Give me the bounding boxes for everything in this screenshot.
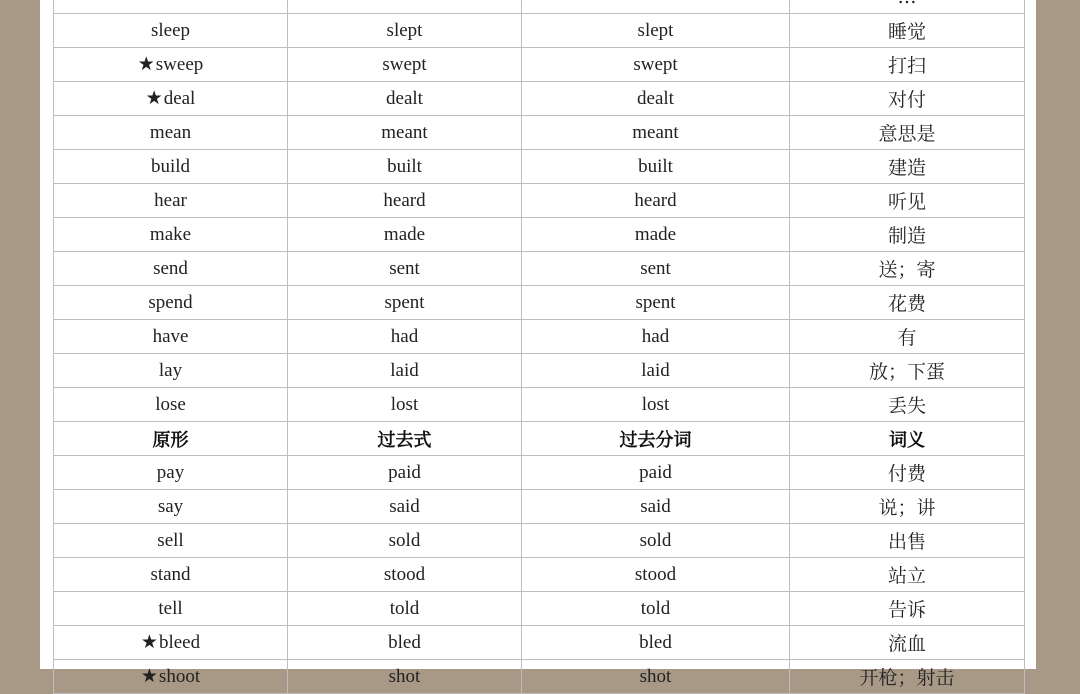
table-row [54, 354, 1025, 388]
cell-past-participle-text: made [634, 223, 677, 245]
cell-past-tense-text: built [387, 155, 422, 177]
cell-past-participle [522, 14, 790, 48]
cell-past-tense [288, 422, 522, 456]
cell-meaning-text: 丢失 [887, 395, 926, 417]
cell-meaning-text: 花费 [887, 293, 926, 315]
cell-base-form [54, 218, 288, 252]
cell-past-tense [288, 558, 522, 592]
cell-past-participle [522, 116, 790, 150]
table-row [54, 252, 1025, 286]
cell-base-form-text: stand [150, 563, 191, 585]
cell-base-form [54, 184, 288, 218]
cell-past-tense-text: shot [388, 665, 421, 687]
cell-base-form-text: sleep [150, 19, 191, 41]
cell-past-tense [288, 116, 522, 150]
cell-meaning-text [898, 0, 917, 8]
cell-past-participle [522, 626, 790, 660]
cell-past-participle-text: heard [634, 189, 677, 211]
cell-past-tense [288, 150, 522, 184]
table-row [54, 592, 1025, 626]
irregular-verbs-table [53, 0, 1025, 694]
cell-meaning [790, 320, 1025, 354]
cell-past-tense [288, 660, 522, 694]
cell-meaning [790, 252, 1025, 286]
cell-meaning-text: 说；讲 [878, 497, 936, 519]
table-row [54, 184, 1025, 218]
cell-meaning-text: 流血 [887, 633, 926, 655]
table-header-row [54, 422, 1025, 456]
cell-base-form [54, 82, 288, 116]
cell-past-participle [522, 490, 790, 524]
cell-past-participle-text: slept [637, 19, 674, 41]
cell-base-form-text: shoot [158, 666, 201, 687]
star-icon: ★ [137, 54, 155, 75]
cell-past-tense [288, 592, 522, 626]
cell-past-tense-text: told [389, 597, 420, 619]
cell-past-tense-text: had [390, 325, 419, 347]
table-row [54, 82, 1025, 116]
cell-past-tense-text: made [383, 223, 426, 245]
cell-past-participle-text: sold [639, 529, 672, 551]
cell-base-form-text: lose [155, 393, 186, 415]
cell-base-form [54, 422, 288, 456]
cell-past-tense [288, 48, 522, 82]
cell-base-form-text: pay [156, 461, 185, 483]
cell-meaning [790, 422, 1025, 456]
cell-past-tense-text: spent [384, 291, 425, 313]
cell-past-participle [522, 660, 790, 694]
cell-past-participle [522, 558, 790, 592]
cell-base-form [54, 388, 288, 422]
cell-base-form-text: lay [158, 359, 183, 381]
cell-base-form-text: spend [148, 291, 193, 313]
cell-past-tense-text: meant [381, 121, 428, 143]
star-icon: ★ [145, 88, 163, 109]
cell-meaning-text: 听见 [887, 191, 926, 213]
cell-meaning [790, 286, 1025, 320]
cell-base-form [54, 524, 288, 558]
cell-past-participle [522, 354, 790, 388]
cell-base-form [54, 252, 288, 286]
cell-past-participle [522, 48, 790, 82]
cell-past-participle-text: told [640, 597, 671, 619]
cell-meaning [790, 490, 1025, 524]
cell-past-participle [522, 0, 790, 14]
cell-base-form-text: say [157, 495, 184, 517]
cell-base-form [54, 116, 288, 150]
cell-past-tense [288, 320, 522, 354]
table-row [54, 388, 1025, 422]
cell-past-participle [522, 422, 790, 456]
cell-meaning-text: 有 [897, 327, 917, 349]
cell-past-participle-text: shot [639, 665, 672, 687]
cell-meaning-text: 告诉 [887, 599, 926, 621]
cell-meaning-text: 制造 [887, 225, 926, 247]
cell-meaning-text: 开枪；射击 [859, 667, 955, 689]
cell-base-form-text: send [153, 257, 188, 279]
cell-past-tense [288, 524, 522, 558]
table-row [54, 286, 1025, 320]
cell-base-form-text: build [150, 155, 191, 177]
cell-base-form [54, 320, 288, 354]
cell-base-form [54, 490, 288, 524]
cell-base-form-text: tell [158, 597, 183, 619]
cell-past-participle-text: bled [639, 631, 672, 653]
cell-meaning-text: 词义 [889, 429, 925, 451]
cell-past-participle [522, 82, 790, 116]
cell-meaning [790, 0, 1025, 14]
cell-past-participle-text: sent [640, 257, 671, 279]
cell-past-participle-text: swept [633, 53, 678, 75]
cell-past-participle-text: stood [634, 563, 677, 585]
cell-base-form [54, 592, 288, 626]
table-row [54, 14, 1025, 48]
cell-past-participle-text: built [638, 155, 673, 177]
cell-past-participle-text: had [641, 325, 670, 347]
cell-past-participle-text: paid [639, 461, 672, 483]
cell-meaning-text: 打扫 [887, 55, 926, 77]
cell-meaning-text: 对付 [887, 89, 926, 111]
cell-past-tense [288, 82, 522, 116]
document-sheet [40, 0, 1036, 689]
cell-meaning-text: 站立 [887, 565, 926, 587]
table-row [54, 558, 1025, 592]
table-body [54, 0, 1025, 694]
cell-past-tense [288, 354, 522, 388]
table-row [54, 0, 1025, 14]
cell-past-participle [522, 252, 790, 286]
cell-past-tense-text: sold [388, 529, 421, 551]
cell-past-tense [288, 456, 522, 490]
cell-meaning [790, 184, 1025, 218]
cell-past-tense [288, 626, 522, 660]
cell-past-participle-text: meant [632, 121, 679, 143]
cell-past-participle [522, 456, 790, 490]
cell-meaning-text: 放；下蛋 [868, 361, 945, 383]
cell-past-tense-text: swept [382, 53, 427, 75]
table-row [54, 116, 1025, 150]
cell-meaning-text: 送；寄 [878, 259, 936, 281]
cell-past-tense [288, 14, 522, 48]
cell-base-form-text: sweep [155, 54, 204, 75]
cell-past-participle-text: laid [641, 359, 670, 381]
cell-past-tense-text: said [389, 495, 420, 517]
cell-past-participle [522, 150, 790, 184]
cell-past-tense-text: paid [388, 461, 421, 483]
cell-past-participle-text: lost [641, 393, 670, 415]
cell-past-tense [288, 252, 522, 286]
table-row [54, 524, 1025, 558]
cell-past-tense [288, 286, 522, 320]
cell-meaning [790, 150, 1025, 184]
cell-past-participle [522, 320, 790, 354]
table-row [54, 626, 1025, 660]
table-row [54, 456, 1025, 490]
cell-meaning [790, 456, 1025, 490]
cell-meaning [790, 14, 1025, 48]
cell-meaning [790, 388, 1025, 422]
cell-base-form [54, 14, 288, 48]
cell-base-form-text: mean [149, 121, 192, 143]
cell-meaning-text: 出售 [887, 531, 926, 553]
cell-meaning [790, 558, 1025, 592]
cell-past-participle-text: 过去分词 [619, 429, 692, 451]
table-row [54, 660, 1025, 694]
table-row [54, 218, 1025, 252]
cell-meaning [790, 82, 1025, 116]
cell-meaning-text: 建造 [887, 157, 926, 179]
cell-meaning [790, 524, 1025, 558]
cell-base-form [54, 558, 288, 592]
star-icon: ★ [140, 632, 158, 653]
cell-meaning [790, 116, 1025, 150]
cell-past-tense [288, 388, 522, 422]
cell-meaning-text: 付费 [887, 463, 926, 485]
cell-base-form-text: bleed [158, 632, 201, 653]
cell-past-tense-text: heard [383, 189, 426, 211]
cell-meaning [790, 354, 1025, 388]
star-icon: ★ [140, 666, 158, 687]
cell-past-tense-text: bled [388, 631, 421, 653]
cell-base-form-text: deal [163, 88, 196, 109]
cell-past-tense-text: laid [390, 359, 419, 381]
table-row [54, 320, 1025, 354]
cell-past-tense-text: slept [386, 19, 423, 41]
cell-past-tense-text: lost [390, 393, 419, 415]
cell-past-participle [522, 524, 790, 558]
cell-base-form [54, 0, 288, 14]
cell-past-tense-text: dealt [386, 87, 423, 109]
cell-base-form [54, 354, 288, 388]
cell-base-form [54, 660, 288, 694]
cell-meaning [790, 218, 1025, 252]
table-row [54, 150, 1025, 184]
cell-past-participle [522, 388, 790, 422]
cell-past-tense [288, 184, 522, 218]
cell-base-form [54, 456, 288, 490]
cell-past-participle [522, 184, 790, 218]
cell-past-tense [288, 490, 522, 524]
cell-meaning [790, 48, 1025, 82]
cell-meaning-text: 睡觉 [887, 21, 926, 43]
cell-base-form-text: make [149, 223, 192, 245]
cell-base-form [54, 626, 288, 660]
table-row [54, 48, 1025, 82]
cell-base-form-text: 原形 [152, 429, 189, 451]
table-row [54, 490, 1025, 524]
cell-past-participle-text: dealt [637, 87, 674, 109]
cell-past-tense [288, 0, 522, 14]
cell-past-participle [522, 218, 790, 252]
cell-meaning [790, 660, 1025, 694]
cell-meaning-text: 意思是 [878, 123, 936, 145]
cell-past-participle [522, 286, 790, 320]
cell-base-form [54, 48, 288, 82]
cell-meaning [790, 626, 1025, 660]
cell-past-participle [522, 592, 790, 626]
cell-past-tense-text: 过去式 [377, 429, 432, 451]
cell-past-participle-text: spent [635, 291, 676, 313]
cell-base-form [54, 150, 288, 184]
cell-base-form [54, 286, 288, 320]
cell-base-form-text: sell [157, 529, 184, 551]
cell-past-participle-text: said [640, 495, 671, 517]
cell-past-tense [288, 218, 522, 252]
cell-past-tense-text: stood [383, 563, 426, 585]
cell-meaning [790, 592, 1025, 626]
cell-past-tense-text: sent [389, 257, 420, 279]
cell-base-form-text: have [152, 325, 189, 347]
cell-base-form-text: hear [154, 189, 187, 211]
